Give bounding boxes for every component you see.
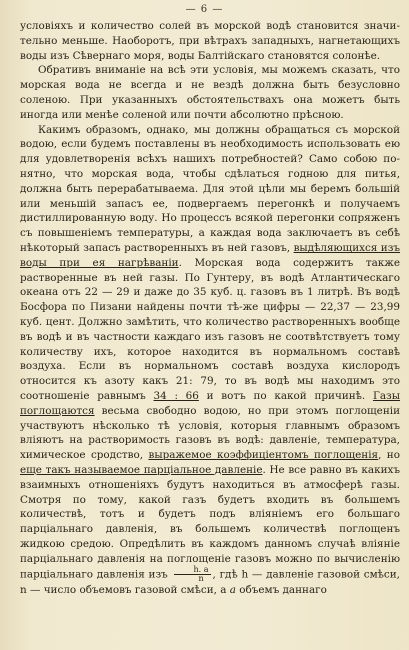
page-number: — 6 —	[185, 4, 224, 15]
text-run: , но	[378, 449, 400, 462]
text-run: и вотъ по какой причинѣ.	[198, 389, 373, 402]
underlined-text: Газы поглощаются	[20, 389, 400, 417]
text-run: . Не все равно въ какихъ взаимныхъ отношенiяхъ будутъ находиться въ атмосферѣ газы. Смотря по тому, какой газъ будетъ входить въ большемъ количествѣ, тотъ и будетъ подъ влiянiемъ его большаго парцiальнаго давленiя, въ большемъ количествѣ поглощенъ жидкою средою. Опредѣлить въ каждомъ данномъ случаѣ влiянiе парцiальнаго давленiя на поглощенiе газовъ можно по вычисленiю парцiальнаго давленiя изъ	[20, 463, 400, 581]
text-run: Какимъ образомъ, однако, мы должны обращаться съ морской водою, если будемъ поставлены въ необходимость использовать ею для удовлетворенiя всѣхъ нашихъ потребностей? Само собою понятно, что морская вода, чтобы сдѣлаться годною для питья, должна быть перерабатываема. Для этой цѣли мы беремъ большiй или меньшiй запасъ ее, подвергаемъ перегонкѣ и получаемъ дистиллированную воду. Но процессъ всякой перегонки сопряженъ съ повышенiемъ температуры, а каждая вода заключаетъ въ себѣ нѣкоторый запасъ растворенныхъ въ ней газовъ,	[20, 123, 400, 254]
paragraph	[20, 63, 400, 122]
text-run: объемъ даннаго	[235, 584, 327, 597]
text-run: . Морская вода содержитъ также растворенные въ ней газы. По Гунтеру, въ водѣ Атлантическаго океана отъ 22 — 29 и даже до 35 куб. ц. газовъ въ 1 литрѣ. Въ водѣ Босфора по Пизани найдены почти тѣ-же цифры — 22,37 — 23,99 куб. цент. Должно замѣтить, что количество растворенныхъ вообще въ водѣ и въ частности каждаго изъ газовъ не соотвѣтствуетъ тому количеству ихъ, которое находится въ нормальномъ составѣ воздуха. Если въ нормальномъ составѣ воздуха кислородъ относится къ азоту какъ 21: 79, то въ водѣ мы находимъ это соотношенiе равнымъ	[20, 256, 400, 402]
text-run: Обративъ вниманiе на всѣ эти условiя, мы можемъ сказать, что морская вода не всегда и не вездѣ должна быть безусловно соленою. При указанныхъ обстоятельствахъ она можетъ быть иногда или менѣе соленой или почти абсолютно прѣсною.	[20, 64, 400, 121]
underlined-text: выдѣляющихся изъ воды при ея нагрѣванiи	[20, 241, 401, 269]
fraction-numerator: h. a	[174, 566, 211, 575]
text-run: a	[229, 584, 236, 597]
underlined-text: выражемое коэффицiентомъ поглощенiя	[148, 449, 379, 462]
fraction-formula	[174, 566, 211, 583]
underlined-text: 34 : 66	[153, 389, 199, 402]
text-run: , гдѣ h — давленiе газовой смѣси, n — число объемовъ газовой смѣси, а	[20, 568, 400, 597]
text-run: условiяхъ и количество солей въ морской водѣ становится значительно меньше. Наоборотъ, при вѣтрахъ западныхъ, нагнетающихъ воды изъ Сѣвернаго моря, воды Балтiйскаго становятся солонѣе.	[20, 20, 400, 62]
paragraph	[20, 123, 400, 599]
paragraph	[20, 19, 400, 63]
body-text	[20, 19, 400, 598]
underlined-text: еще такъ называемое парцiальное давленiе	[20, 463, 263, 476]
text-run: весьма свободно водою, но при этомъ поглощенiи участвуютъ нѣсколько тѣ условiя, которыя главнымъ образомъ влiяютъ на растворимость газовъ въ водѣ: давленiе, температура, химическое сродство,	[20, 404, 400, 462]
fraction-denominator: n	[198, 574, 204, 584]
